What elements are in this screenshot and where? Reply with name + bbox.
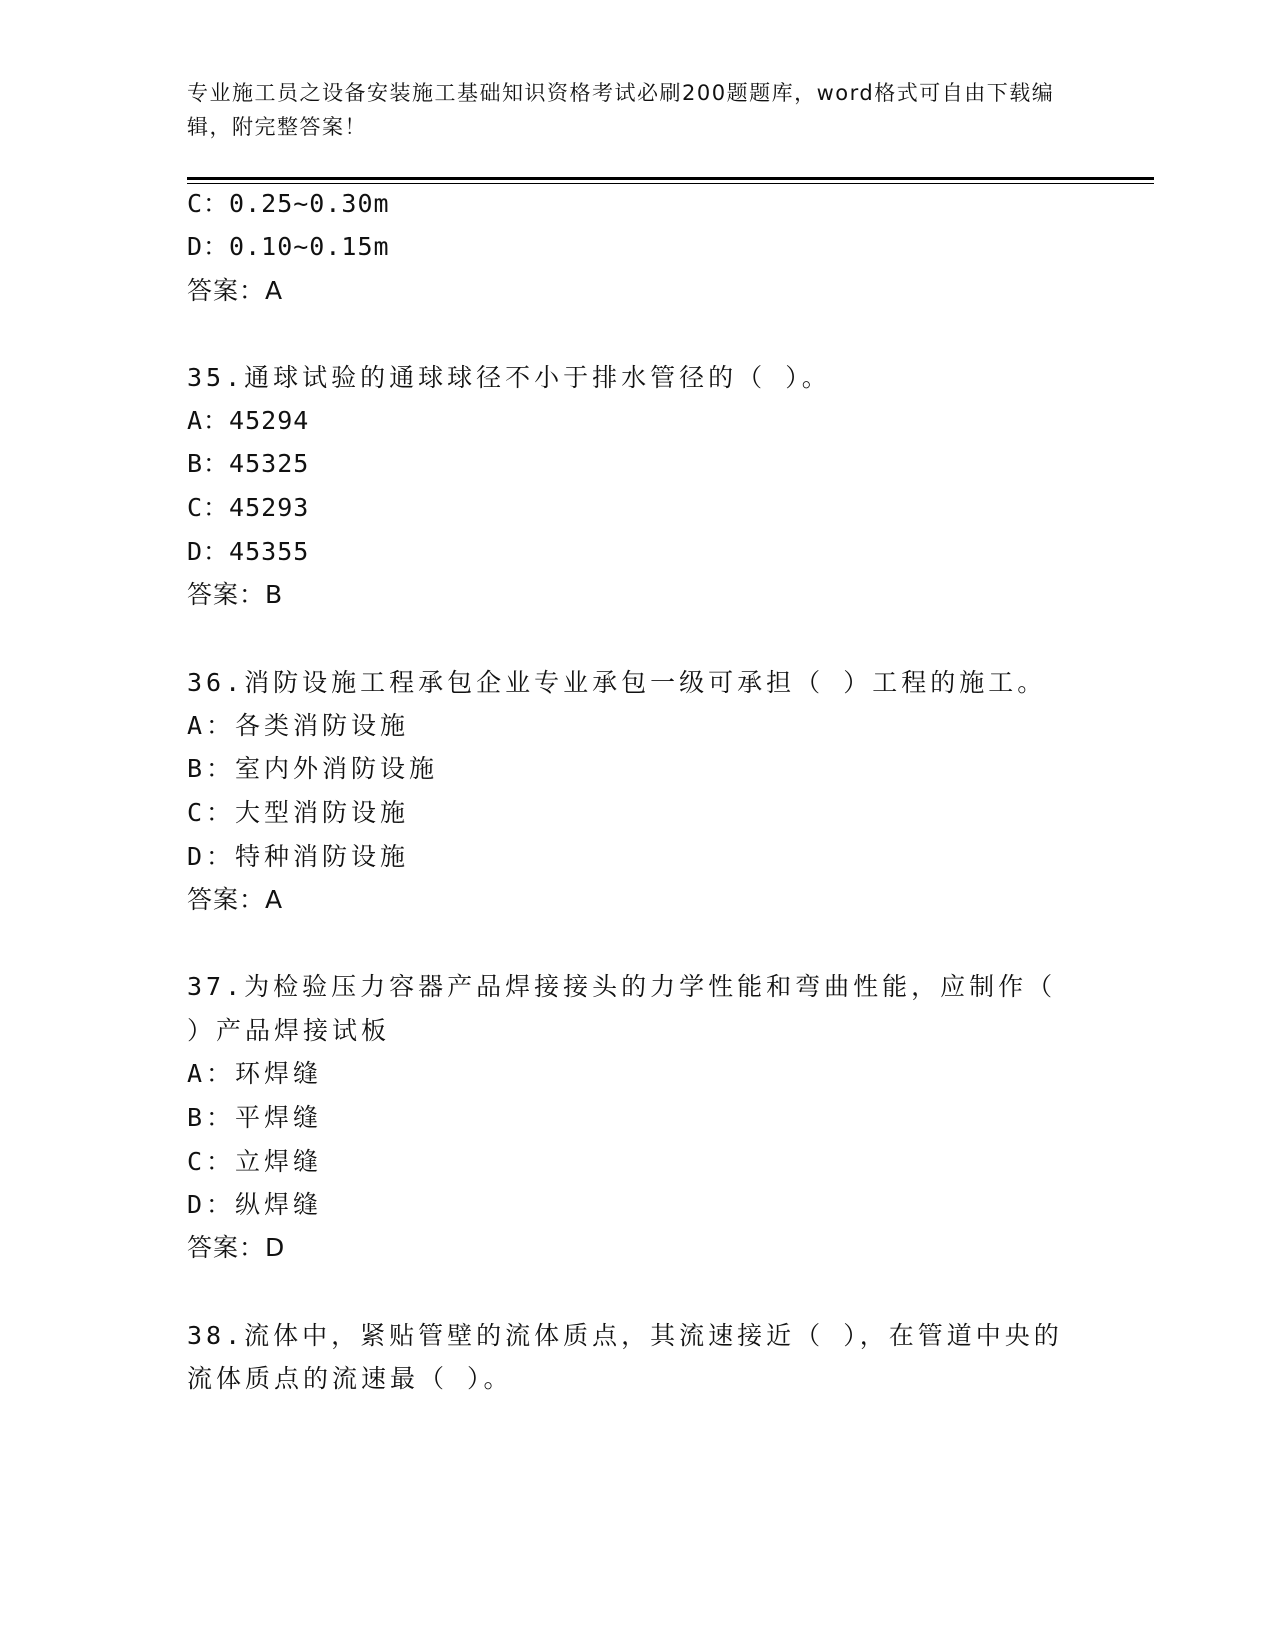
q35-answer: 答案：B	[187, 580, 284, 609]
option-d: D：0.10~0.15m	[187, 232, 390, 261]
document-header: 专业施工员之设备安装施工基础知识资格考试必刷200题题库，word格式可自由下载编辑，附完整答案！	[187, 81, 1055, 139]
q35-option-c: C：45293	[187, 493, 310, 522]
header-divider-thin	[187, 183, 1154, 184]
q35-option-a: A：45294	[187, 406, 310, 435]
q36-answer: 答案：A	[187, 885, 284, 914]
question-35: 35.通球试验的通球球径不小于排水管径的（ ）。	[187, 363, 831, 392]
answer: 答案：A	[187, 276, 284, 305]
q36-option-c: C：大型消防设施	[187, 798, 410, 827]
q36-option-b: B：室内外消防设施	[187, 754, 439, 783]
question-36: 36.消防设施工程承包企业专业承包一级可承担（ ）工程的施工。	[187, 668, 1047, 697]
question-37-line1: 37.为检验压力容器产品焊接接头的力学性能和弯曲性能，应制作（	[187, 972, 1057, 1001]
q35-option-d: D：45355	[187, 537, 310, 566]
q37-option-c: C：立焊缝	[187, 1147, 323, 1176]
question-38-line1: 38.流体中，紧贴管壁的流体质点，其流速接近（ ），在管道中央的	[187, 1321, 1063, 1350]
q37-answer: 答案：D	[187, 1233, 286, 1262]
q36-option-a: A：各类消防设施	[187, 711, 410, 740]
q37-option-b: B：平焊缝	[187, 1103, 323, 1132]
header-divider-thick	[187, 177, 1154, 180]
option-c: C：0.25~0.30m	[187, 189, 390, 218]
q37-option-d: D：纵焊缝	[187, 1190, 323, 1219]
q36-option-d: D：特种消防设施	[187, 842, 410, 871]
question-37-line2: ）产品焊接试板	[187, 1016, 391, 1045]
q37-option-a: A：环焊缝	[187, 1059, 323, 1088]
question-38-line2: 流体质点的流速最（ ）。	[187, 1364, 513, 1393]
q35-option-b: B：45325	[187, 449, 310, 478]
